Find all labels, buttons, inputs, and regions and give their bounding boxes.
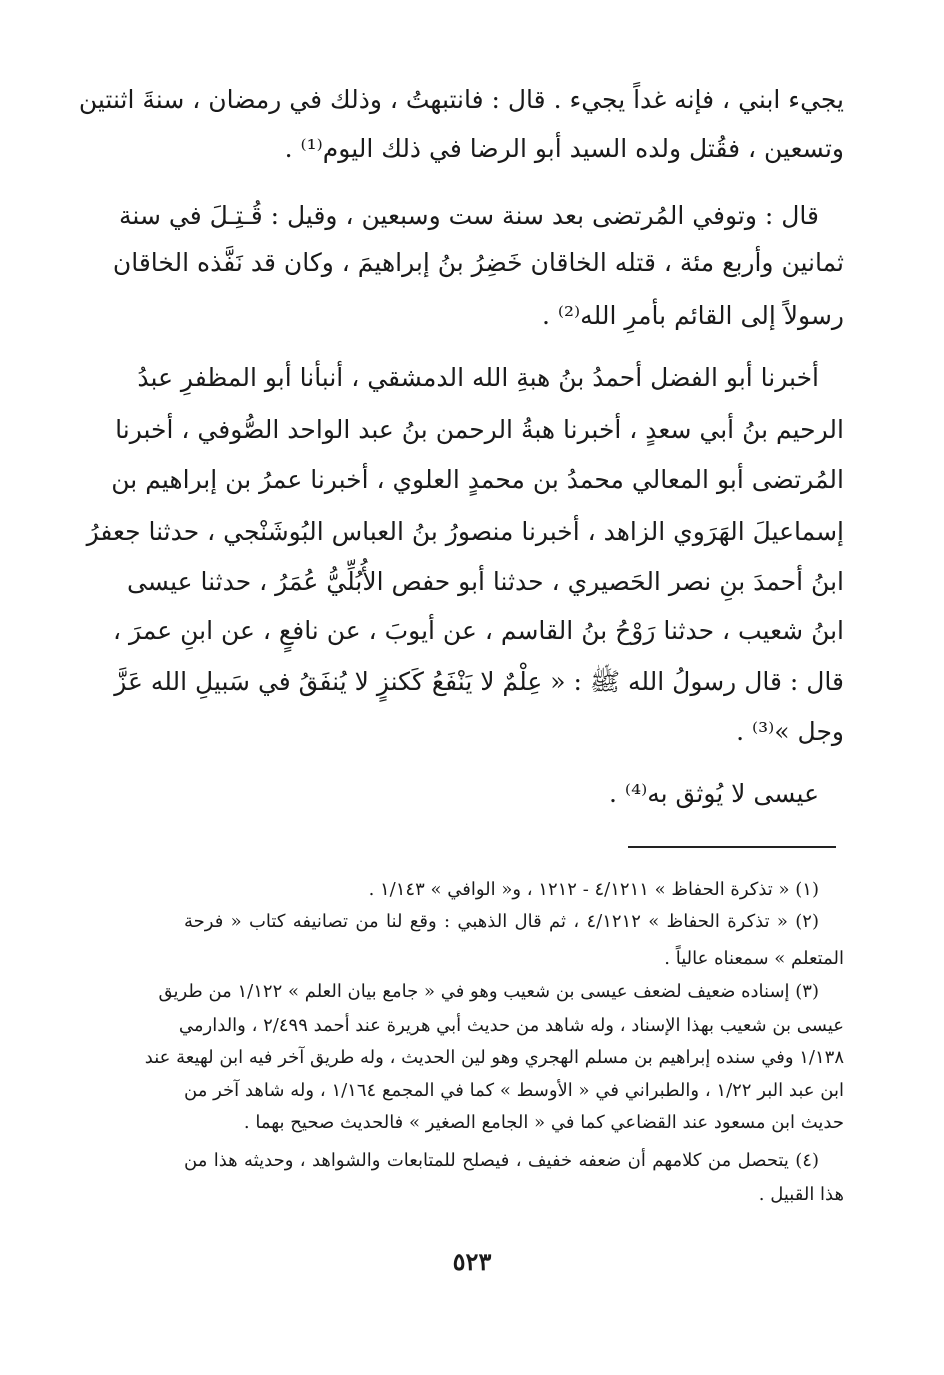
- text-line: الرحيم بنُ أبي سعدٍ ، أخبرنا هبةُ الرحمن بنُ عبد الواحد الصُّوفي ، أخبرنا: [115, 415, 844, 444]
- footnote-2: (٢) « تذكرة الحفاظ » ٤/١٢١٢ ، ثم قال الذهبي : وقع لنا من تصانيفه كتاب « فرحة: [184, 911, 819, 932]
- text-line: ابنُ أحمدَ بنِ نصر الحَصيري ، حدثنا أبو حفص الأُبُلِّيُّ عُمَرُ ، حدثنا عيسى: [126, 567, 844, 596]
- footnote-1: (١) « تذكرة الحفاظ » ٤/١٢١١ - ١٢١٢ ، و« الوافي » ١/١٤٣ .: [368, 879, 819, 900]
- text-line: عيسى لا يُوثق به⁽⁴⁾ .: [609, 779, 819, 808]
- footnote-2-cont: المتعلم » سمعناه عالياً .: [664, 948, 844, 969]
- text-line: المُرتضى أبو المعالي محمدُ بن محمدٍ العلوي ، أخبرنا عمرُ بن إبراهيم بن: [111, 465, 844, 494]
- footnote-4: (٤) يتحصل من كلامهم أن ضعفه خفيف ، فيصلح للمتابعات والشواهد ، وحديثه هذا من: [184, 1150, 819, 1171]
- text-line: أخبرنا أبو الفضل أحمدُ بنُ هبةِ الله الدمشقي ، أنبأنا أبو المظفرِ عبدُ: [137, 363, 819, 392]
- text-line: ثمانين وأربع مئة ، قتله الخاقان خَضِرُ بنُ إبراهيمَ ، وكان قد نَفَّذه الخاقان: [112, 248, 844, 277]
- text-line: وتسعين ، فقُتل ولده السيد أبو الرضا في ذلك اليوم⁽¹⁾ .: [284, 134, 844, 163]
- footnote-3: (٣) إسناده ضعيف لضعف عيسى بن شعيب وهو في « جامع بيان العلم » ١/١٢٢ من طريق: [158, 981, 819, 1002]
- text-line: قال : وتوفي المُرتضى بعد سنة ست وسبعين ، وقيل : قُـتِـلَ في سنة: [119, 201, 819, 230]
- footnote-4-cont: هذا القبيل .: [758, 1184, 844, 1205]
- footnote-3-cont: ١/١٣٨ وفي سنده إبراهيم بن مسلم الهجري وهو لين الحديث ، وله طريق آخر فيه ابن لهيعة عند: [144, 1047, 844, 1068]
- footnote-3-cont: حديث ابن مسعود عند القضاعي كما في « الجامع الصغير » فالحديث صحيح بهما .: [243, 1112, 844, 1133]
- page-number: ٥٢٣: [452, 1247, 492, 1276]
- hadith-line: قال : قال رسولُ الله ﷺ : « عِلْمٌ لا يَنْفَعُ كَكنزٍ لا يُنفَقُ في سَبيلِ الله عَزَّ: [114, 667, 844, 696]
- footnote-3-cont: ابن عبد البر ١/٢٢ ، والطبراني في « الأوسط » كما في المجمع ١/١٦٤ ، وله شاهد آخر من: [184, 1080, 844, 1101]
- text-line: ابنُ شعيب ، حدثنا رَوْحُ بنُ القاسم ، عن أيوبَ ، عن نافعٍ ، عن ابنِ عمرَ ،: [113, 616, 844, 645]
- footnote-separator: [628, 846, 836, 848]
- text-line: وجل »⁽³⁾ .: [736, 717, 844, 746]
- text-line: رسولاً إلى القائم بأمرِ الله⁽²⁾ .: [541, 301, 844, 330]
- footnote-3-cont: عيسى بن شعيب بهذا الإسناد ، وله شاهد من حديث أبي هريرة عند أحمد ٢/٤٩٩ ، والدارمي: [178, 1015, 844, 1036]
- text-line: يجيء ابني ، فإنه غداً يجيء . قال : فانتبهتُ ، وذلك في رمضان ، سنةَ اثنتين: [78, 85, 844, 114]
- text-line: إسماعيلَ الهَرَوي الزاهد ، أخبرنا منصورُ بنُ العباس البُوشَنْجي ، حدثنا جعفرُ: [86, 517, 844, 546]
